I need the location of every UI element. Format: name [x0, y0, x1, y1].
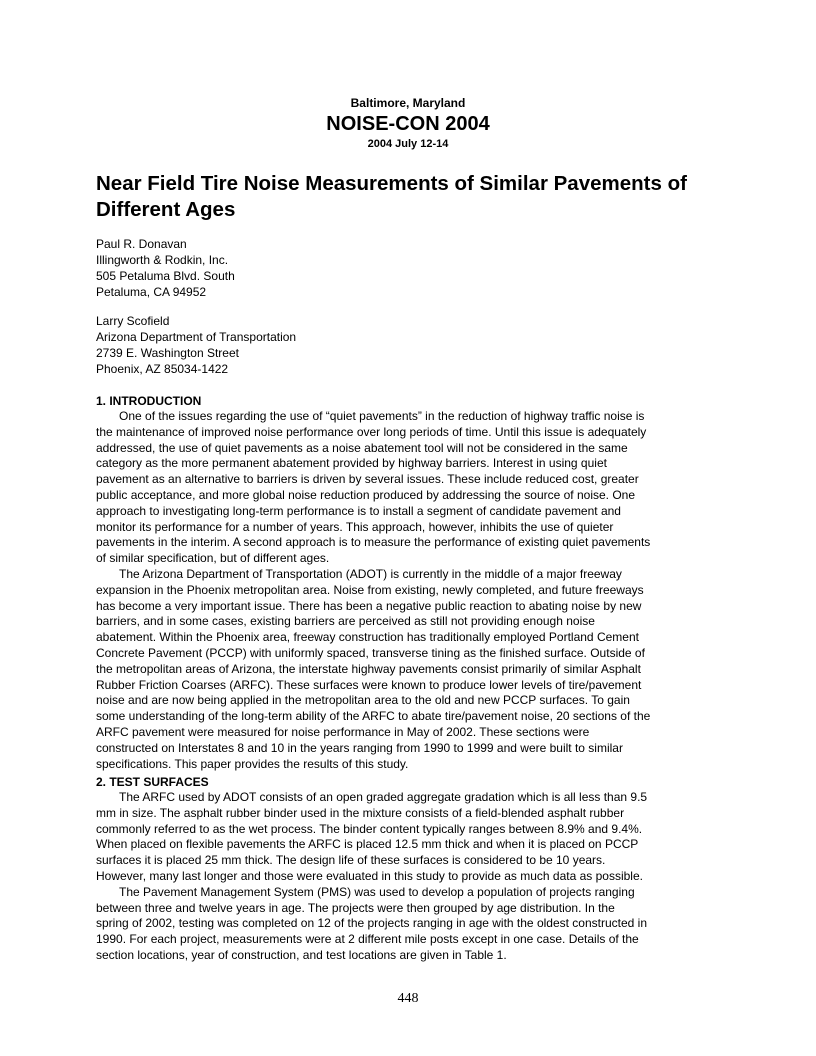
section-heading-introduction: 1. INTRODUCTION [96, 394, 202, 408]
author-city: Phoenix, AZ 85034-1422 [96, 362, 229, 376]
introduction-body [96, 409, 724, 772]
author-city: Petaluma, CA 94952 [96, 285, 207, 299]
test-surfaces-body [96, 790, 724, 964]
paragraph: The Arizona Department of Transportation (ADOT) is currently in the middle of a major freeway expansion in the Phoenix metropolitan area. Noise from existing, newly completed, and future freeways has become a very important issue. There has been a negative public reaction to abating noise by new barriers, and in some cases, existing barriers are perceived as still not providing enough noise abatement. Within the Phoenix area, freeway construction has traditionally employed Portland Cement Concrete Pavement (PCCP) with uniformly spaced, transverse tining as the finished surface. Outside of the metropolitan areas of Arizona, the interstate highway pavements consist primarily of similar Asphalt Rubber Friction Coarses (ARFC). These surfaces were known to produce lower levels of tire/pavement noise and are now being applied in the metropolitan area to the old and new PCCP surfaces. To gain some understanding of the long-term ability of the ARFC to abate tire/pavement noise, 20 sections of the ARFC pavement were measured for noise performance in May of 2002. These sections were constructed on Interstates 8 and 10 in the years ranging from 1990 to 1999 and were built to similar specifications. This paper provides the results of this study. [96, 566, 651, 771]
paragraph: The Pavement Management System (PMS) was used to develop a population of projects ranging between three and twelve years in age. The projects were then grouped by age distribution. In the spring of 2002, testing was completed on 12 of the projects ranging in age with the oldest constructed in 1990. For each project, measurements were at 2 different mile posts except in one case. Details of the section locations, year of construction, and test locations are given in Table 1. [96, 884, 648, 962]
author-name: Paul R. Donavan [96, 237, 187, 251]
author-affiliation: Illingworth & Rodkin, Inc. [96, 253, 229, 267]
author-block-1 [96, 236, 235, 300]
author-street: 2739 E. Washington Street [96, 346, 239, 360]
author-block-2 [96, 313, 296, 377]
conference-name: NOISE-CON 2004 [326, 113, 490, 135]
page-number: 448 [397, 991, 419, 1006]
section-heading-test-surfaces: 2. TEST SURFACES [96, 775, 209, 789]
paragraph: One of the issues regarding the use of “quiet pavements” in the reduction of highway traffic noise is the maintenance of improved noise performance over long periods of time. Until this issue is adequately addressed, the use of quiet pavements as a noise abatement tool will not be considered in the same category as the more permanent abatement provided by highway barriers. Interest in using quiet pavement as an alternative to barriers is driven by several issues. These include reduced cost, greater public acceptance, and more global noise reduction produced by addressing the source of noise. One approach to investigating long-term performance is to install a segment of candidate pavement and monitor its performance for a number of years. This approach, however, inhibits the use of quieter pavements in the interim. A second approach is to measure the performance of existing quiet pavements of similar specification, but of different ages. [96, 409, 651, 566]
author-name: Larry Scofield [96, 314, 170, 328]
paragraph: The ARFC used by ADOT consists of an open graded aggregate gradation which is all less than 9.5 mm in size. The asphalt rubber binder used in the mixture consists of a field-blended asphalt rubber commonly referred to as the wet process. The binder content typically ranges between 8.9% and 9.4%. When placed on flexible pavements the ARFC is placed 12.5 mm thick and when it is placed on PCCP surfaces it is placed 25 mm thick. The design life of these surfaces is considered to be 10 years. However, many last longer and those were evaluated in this study to provide as much data as possible. [96, 790, 648, 883]
author-affiliation: Arizona Department of Transportation [96, 330, 297, 344]
conference-location: Baltimore, Maryland [350, 96, 466, 110]
paper-title: Near Field Tire Noise Measurements of Similar Pavements of Different Ages [96, 172, 687, 221]
conference-dates: 2004 July 12-14 [367, 138, 449, 150]
author-street: 505 Petaluma Blvd. South [96, 269, 235, 283]
